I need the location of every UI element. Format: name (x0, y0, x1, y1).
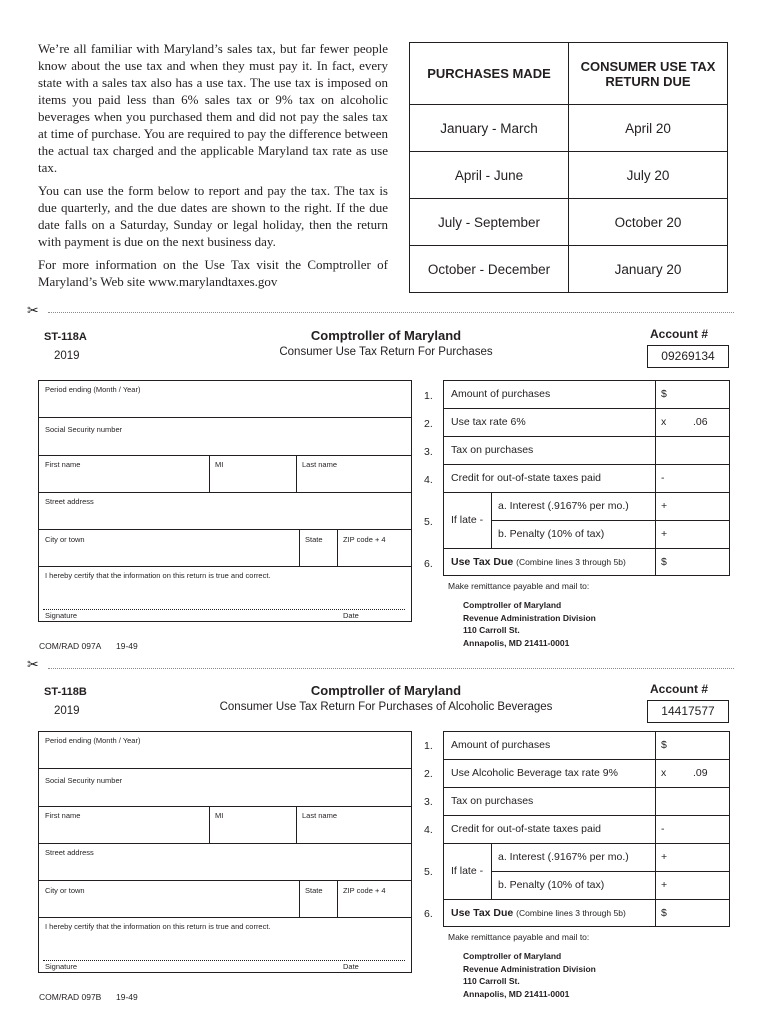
form-subtitle: Consumer Use Tax Return For Purchases of Alcoholic Beverages (219, 701, 553, 713)
line-label: Use Tax Due (451, 907, 514, 919)
operator: x (661, 767, 667, 779)
cut-line (48, 668, 734, 669)
rate-value: .06 (693, 416, 708, 428)
date-label: Date (343, 962, 359, 971)
period-field[interactable] (39, 381, 411, 418)
form-year: 2019 (54, 350, 80, 362)
period-label: Period ending (Month / Year) (45, 385, 141, 394)
remittance-instruction: Make remittance payable and mail to: (448, 581, 590, 591)
line-label: a. Interest (.9167% per mo.) (498, 500, 629, 512)
revision-code: 19-49 (116, 992, 138, 1002)
period-field[interactable] (39, 732, 411, 769)
line-label: Credit for out-of-state taxes paid (451, 823, 601, 835)
header-return-due: CONSUMER USE TAX RETURN DUE (569, 43, 728, 105)
divider (299, 881, 300, 917)
header-purchases-made: PURCHASES MADE (410, 43, 569, 105)
ssn-field[interactable] (39, 769, 411, 807)
name-row (39, 456, 411, 493)
date-label: Date (343, 611, 359, 620)
line-number: 2. (424, 418, 433, 430)
line-3-tax[interactable] (444, 788, 729, 816)
line-label: b. Penalty (10% of tax) (498, 879, 605, 891)
mailing-address (463, 599, 596, 649)
divider (209, 456, 210, 492)
table-row (410, 199, 728, 246)
mailing-address (463, 950, 596, 1000)
address-line: Annapolis, MD 21411-0001 (463, 988, 570, 999)
taxpayer-info-box (38, 380, 412, 622)
line-label: Use Alcoholic Beverage tax rate 9% (451, 767, 618, 779)
signature-line[interactable] (43, 609, 405, 610)
operator: $ (661, 907, 667, 919)
due-cell: July 20 (569, 152, 728, 199)
divider (296, 456, 297, 492)
if-late-label: If late - (451, 865, 484, 877)
table-row (410, 105, 728, 152)
rate-value: .09 (693, 767, 708, 779)
revision-code: 19-49 (116, 641, 138, 651)
line-number: 5. (424, 866, 433, 878)
operator: + (661, 500, 668, 512)
line-note: (Combine lines 3 through 5b) (516, 908, 626, 918)
operator: $ (661, 388, 667, 400)
address-line: 110 Carroll St. (463, 625, 520, 635)
remittance-instruction: Make remittance payable and mail to: (448, 932, 590, 942)
table-row (410, 246, 728, 293)
street-label: Street address (45, 497, 94, 506)
tax-computation-grid (443, 380, 730, 576)
account-number-field[interactable]: 14417577 (647, 700, 729, 723)
period-cell: July - September (410, 199, 569, 246)
due-cell: January 20 (569, 246, 728, 293)
certification-text: I hereby certify that the information on this return is true and correct. (45, 571, 271, 580)
line-label: a. Interest (.9167% per mo.) (498, 851, 629, 863)
line-1-amount[interactable] (444, 381, 729, 409)
if-late-label: If late - (451, 514, 484, 526)
line-number: 5. (424, 516, 433, 528)
line-number: 1. (424, 740, 433, 752)
street-field[interactable] (39, 493, 411, 530)
city-row (39, 530, 411, 567)
account-number-field[interactable]: 09269134 (647, 345, 729, 368)
certification-text: I hereby certify that the information on this return is true and correct. (45, 922, 271, 931)
form-st-118a (0, 327, 770, 661)
form-st-118b (0, 682, 770, 1016)
cut-line (48, 312, 734, 313)
operator: $ (661, 739, 667, 751)
period-cell: January - March (410, 105, 569, 152)
line-number: 1. (424, 390, 433, 402)
if-late-cell (444, 844, 492, 900)
taxpayer-info-box (38, 731, 412, 973)
operator: + (661, 851, 668, 863)
line-number: 6. (424, 558, 433, 570)
line-5a-interest[interactable] (492, 493, 729, 521)
city-label: City or town (45, 535, 85, 544)
mi-label: MI (215, 811, 224, 820)
line-label: Use Tax Due (451, 556, 514, 568)
line-2-rate (444, 760, 729, 788)
line-number: 6. (424, 908, 433, 920)
address-line: Comptroller of Maryland (463, 951, 562, 961)
operator: x (661, 416, 667, 428)
operator: - (661, 823, 665, 835)
intro-text (38, 40, 388, 296)
form-code: COM/RAD 097B (39, 992, 102, 1002)
line-label: Credit for out-of-state taxes paid (451, 472, 601, 484)
line-4-credit[interactable] (444, 465, 729, 493)
intro-paragraph-2: You can use the form below to report and pay the tax. The tax is due quarterly, and the due dates are shown to the right. If the due date falls on a Saturday, Sunday or legal holiday, then the return with payment is due on the next business day. (38, 183, 388, 249)
operator: + (661, 879, 668, 891)
line-6-total[interactable] (444, 549, 729, 577)
signature-line[interactable] (43, 960, 405, 961)
line-label: Use tax rate 6% (451, 416, 526, 428)
line-1-amount[interactable] (444, 732, 729, 760)
line-label: Amount of purchases (451, 388, 551, 400)
line-number: 3. (424, 796, 433, 808)
operator: $ (661, 556, 667, 568)
line-number: 3. (424, 446, 433, 458)
ssn-label: Social Security number (45, 425, 123, 434)
line-2-rate (444, 409, 729, 437)
zip-label: ZIP code + 4 (343, 535, 386, 544)
line-label: Tax on purchases (451, 795, 534, 807)
divider (337, 881, 338, 917)
due-cell: October 20 (569, 199, 728, 246)
zip-label: ZIP code + 4 (343, 886, 386, 895)
line-5b-penalty[interactable] (492, 872, 729, 900)
address-line: Revenue Administration Division (463, 963, 596, 974)
address-line: 110 Carroll St. (463, 976, 520, 986)
if-late-cell (444, 493, 492, 549)
due-cell: April 20 (569, 105, 728, 152)
line-label: b. Penalty (10% of tax) (498, 528, 605, 540)
intro-paragraph-1: We’re all familiar with Maryland’s sales tax, but far fewer people know about the use tax and when they must pay it. In fact, every state with a sales tax also has a use tax. The use tax is imposed on items you paid less than 6% sales tax or 9% tax on alcoholic beverages when you purchased them and did not pay the sales tax at time of purchase. You are required to pay the difference between the actual tax charged and the applicable Maryland tax rate as use tax. (38, 41, 388, 175)
line-number: 2. (424, 768, 433, 780)
account-label: Account # (650, 682, 709, 696)
address-line: Revenue Administration Division (463, 612, 596, 623)
line-4-credit[interactable] (444, 816, 729, 844)
line-3-tax[interactable] (444, 437, 729, 465)
signature-label: Signature (45, 611, 78, 620)
street-field[interactable] (39, 844, 411, 881)
form-id: ST-118B (44, 686, 87, 698)
divider (209, 807, 210, 843)
scissors-icon: ✂ (27, 302, 39, 318)
form-code: COM/RAD 097A (39, 641, 102, 651)
signature-label: Signature (45, 962, 78, 971)
ssn-field[interactable] (39, 418, 411, 456)
ssn-label: Social Security number (45, 776, 123, 785)
operator: + (661, 528, 668, 540)
period-cell: October - December (410, 246, 569, 293)
first-name-label: First name (45, 460, 81, 469)
period-cell: April - June (410, 152, 569, 199)
name-row (39, 807, 411, 844)
city-row (39, 881, 411, 918)
line-label: Amount of purchases (451, 739, 551, 751)
line-label: Tax on purchases (451, 444, 534, 456)
divider (296, 807, 297, 843)
period-label: Period ending (Month / Year) (45, 736, 141, 745)
divider (337, 530, 338, 566)
line-number: 4. (424, 824, 433, 836)
last-name-label: Last name (302, 811, 338, 820)
city-label: City or town (45, 886, 85, 895)
address-line: Comptroller of Maryland (463, 600, 562, 610)
form-subtitle: Consumer Use Tax Return For Purchases (279, 346, 493, 358)
state-label: State (305, 535, 323, 544)
form-year: 2019 (54, 705, 80, 717)
account-label: Account # (650, 327, 709, 341)
last-name-label: Last name (302, 460, 338, 469)
tax-computation-grid (443, 731, 730, 927)
scissors-icon: ✂ (27, 656, 39, 672)
form-title: Comptroller of Maryland (310, 328, 462, 343)
line-5a-interest[interactable] (492, 844, 729, 872)
state-label: State (305, 886, 323, 895)
intro-paragraph-3: For more information on the Use Tax visit the Comptroller of Maryland’s Web site www.marylandtaxes.gov (38, 257, 388, 289)
divider (299, 530, 300, 566)
operator: - (661, 472, 665, 484)
line-5b-penalty[interactable] (492, 521, 729, 549)
address-line: Annapolis, MD 21411-0001 (463, 637, 570, 648)
due-date-table (409, 42, 728, 293)
mi-label: MI (215, 460, 224, 469)
table-row (410, 152, 728, 199)
line-6-total[interactable] (444, 900, 729, 928)
line-number: 4. (424, 474, 433, 486)
form-id: ST-118A (44, 331, 87, 343)
form-title: Comptroller of Maryland (310, 683, 462, 698)
first-name-label: First name (45, 811, 81, 820)
line-note: (Combine lines 3 through 5b) (516, 557, 626, 567)
street-label: Street address (45, 848, 94, 857)
